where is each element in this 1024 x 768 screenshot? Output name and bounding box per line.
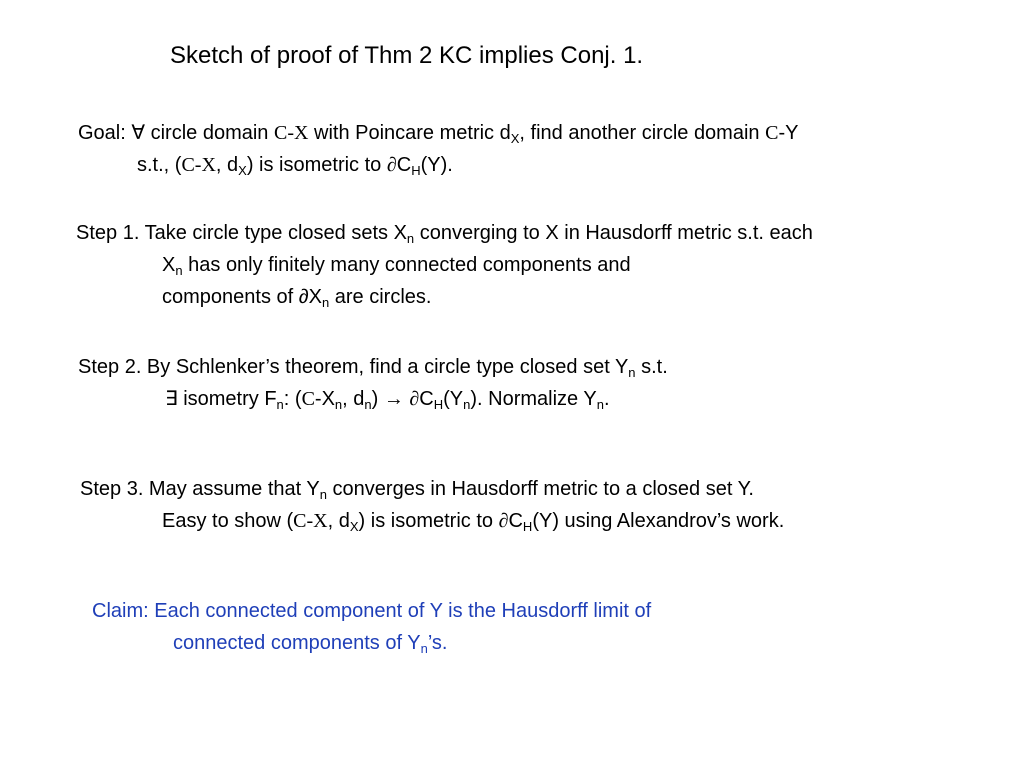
text: (Y) using Alexandrov’s work.: [532, 510, 785, 532]
text: .: [603, 388, 610, 410]
text: ) is isometric to: [358, 510, 499, 532]
text: -Y: [778, 122, 799, 144]
text: C: [396, 154, 412, 176]
text: s.t., (: [137, 154, 182, 176]
text: ). Normalize Y: [470, 388, 597, 410]
text: Goal: ∀ circle domain: [78, 122, 274, 144]
step1-line-1: [76, 218, 813, 248]
subscript: X: [238, 163, 247, 178]
step3-line-1: [80, 474, 754, 504]
text: Step 3. May assume that Y: [80, 478, 320, 500]
subscript: n: [276, 397, 284, 412]
claim-line-1: Claim: Each connected component of Y is the Hausdorff limit of: [92, 600, 652, 622]
subscript: X: [510, 131, 520, 146]
subscript: n: [463, 397, 471, 412]
subscript: H: [522, 519, 533, 534]
partial-symbol: ∂: [498, 510, 509, 532]
step3-line-2: [162, 506, 784, 536]
text: -X: [194, 154, 216, 176]
step2-line-1: [78, 352, 668, 382]
text: X: [162, 254, 176, 276]
step1-line-2: [162, 250, 631, 280]
step2-line-2: [165, 384, 610, 414]
subscript: H: [411, 163, 421, 178]
text: -X: [287, 122, 309, 144]
subscript: n: [628, 365, 636, 380]
text: , d: [327, 510, 350, 532]
subscript: n: [175, 263, 183, 278]
claim-line-2: [173, 628, 447, 658]
text: -X: [314, 388, 335, 410]
complex-plane-symbol: C: [293, 510, 307, 532]
text: , find another circle domain: [519, 122, 766, 144]
goal-line-1: [78, 118, 798, 148]
subscript: n: [334, 397, 343, 412]
subscript: n: [406, 231, 415, 246]
text: ∃ isometry F: [165, 388, 277, 410]
subscript: n: [321, 295, 330, 310]
text: C: [419, 388, 434, 410]
text: , d: [215, 154, 239, 176]
text: converging to X in Hausdorff metric s.t. each: [414, 222, 813, 244]
text: has only finitely many connected components and: [182, 254, 631, 276]
subscript: X: [349, 519, 359, 534]
slide-title: Sketch of proof of Thm 2 KC implies Conj. 1.: [170, 42, 644, 69]
text: C: [508, 510, 523, 532]
complex-plane-symbol: C: [301, 388, 315, 410]
text: Step 2. By Schlenker’s theorem, find a circle type closed set Y: [78, 356, 629, 378]
complex-plane-symbol: C: [181, 154, 195, 176]
text: Easy to show (: [162, 510, 294, 532]
text: s.t.: [635, 356, 668, 378]
text: (Y).: [420, 154, 453, 176]
subscript: n: [364, 397, 372, 412]
text: connected components of Y: [173, 632, 421, 654]
text: components of ∂X: [162, 286, 322, 308]
subscript: n: [596, 397, 604, 412]
text: (Y: [443, 388, 464, 410]
partial-symbol: ∂: [409, 388, 420, 410]
text: -X: [306, 510, 328, 532]
subscript: n: [420, 641, 428, 656]
goal-line-2: [137, 150, 453, 180]
subscript: n: [319, 487, 327, 502]
complex-plane-symbol: C: [765, 122, 779, 144]
text: ) →: [371, 388, 410, 410]
complex-plane-symbol: C: [273, 122, 288, 144]
text: are circles.: [329, 286, 432, 308]
text: Step 1. Take circle type closed sets X: [76, 222, 407, 244]
step1-line-3: [162, 282, 431, 312]
subscript: H: [433, 397, 444, 412]
text: with Poincare metric d: [308, 122, 511, 144]
text: ) is isometric to: [246, 154, 387, 176]
text: ’s.: [427, 632, 448, 654]
text: : (: [283, 388, 302, 410]
text: , d: [342, 388, 365, 410]
partial-symbol: ∂: [386, 154, 397, 176]
text: converges in Hausdorff metric to a closed set Y.: [327, 478, 754, 500]
